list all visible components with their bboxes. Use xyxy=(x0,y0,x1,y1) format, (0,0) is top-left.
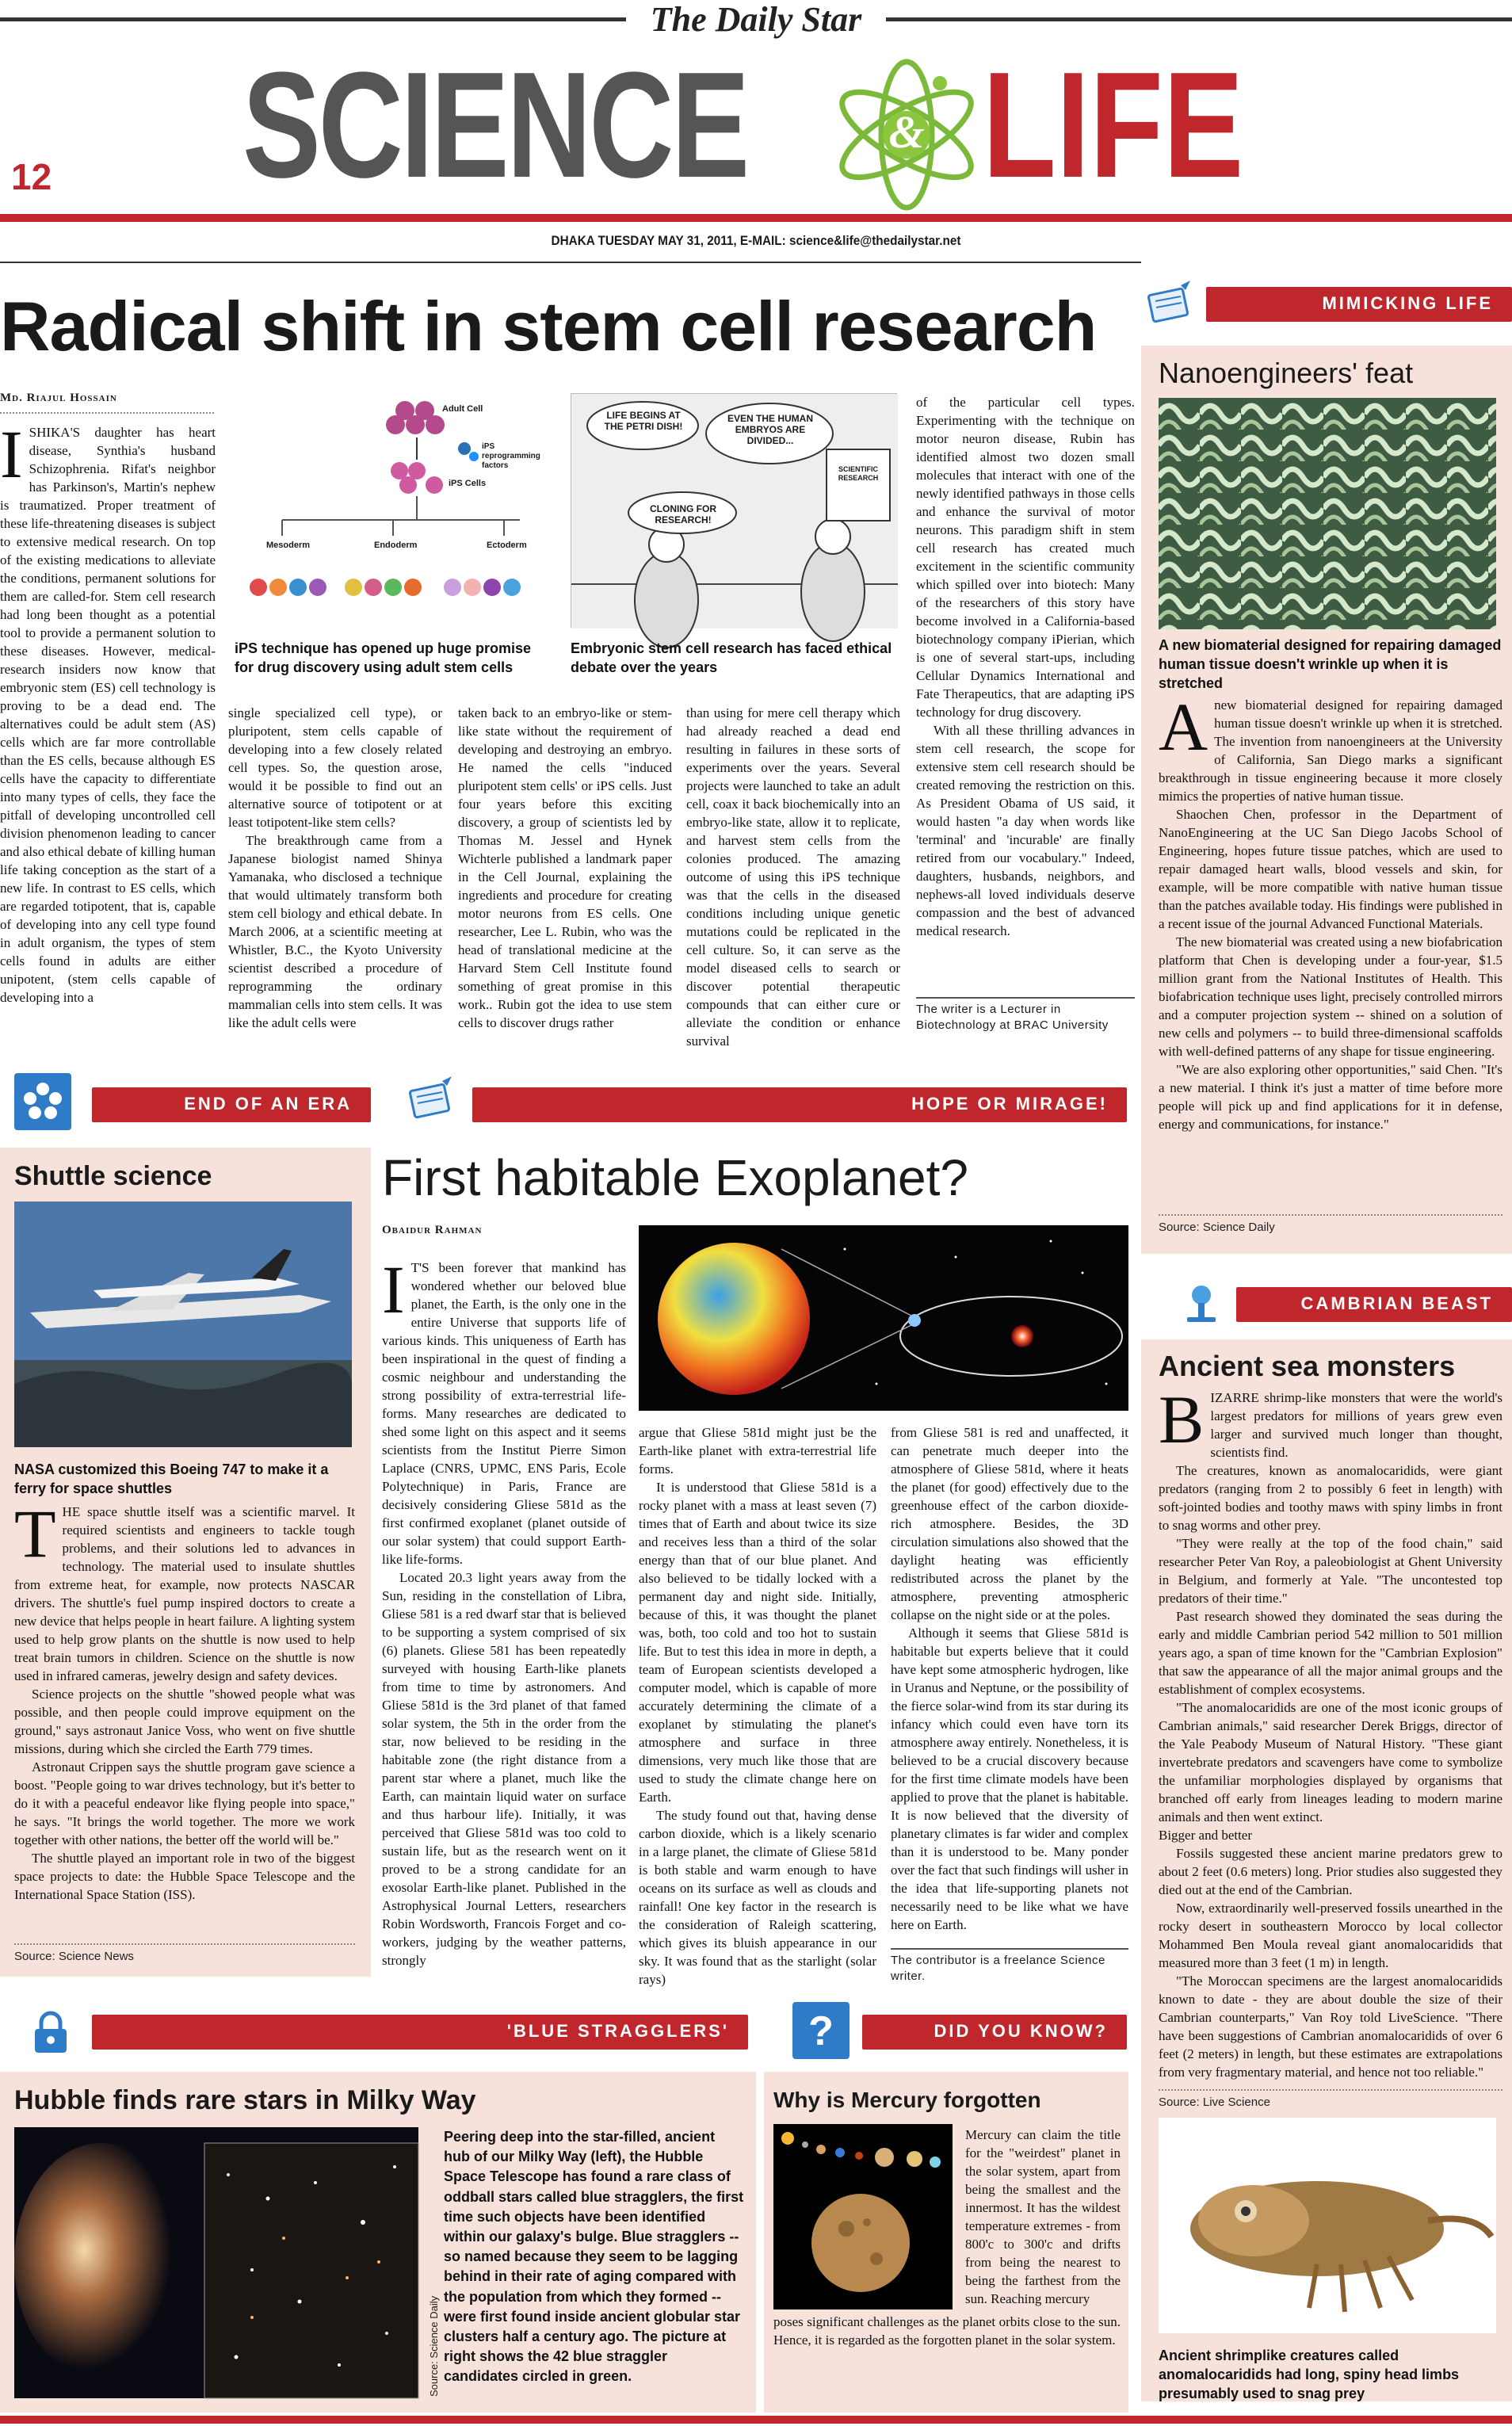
svg-text:?: ? xyxy=(808,2008,834,2054)
solar-system-image xyxy=(773,2124,953,2309)
exo-dropcap: I xyxy=(382,1251,405,1328)
lead-caption-1: iPS technique has opened up huge promise for drug discovery using adult stem cells xyxy=(235,640,532,675)
question-icon xyxy=(792,2002,850,2059)
mercury-text2: poses significant challenges as the planet orbits close to the sun. Hence, it is regarded as the forgotten planet in the solar system. xyxy=(773,2314,1121,2348)
cambrian-p4: Past research showed they dominated the seas during the early and middle Cambrian period 542 million to 501 million years ago, a span of time known for the "Cambrian Explosion" that saw the appearance of all the major animal groups and the establishment of complex ecosystems. xyxy=(1159,1609,1502,1697)
lead-col2-p1: single specialized cell type), or pluripotent, stem cells capable of developing into a few closely related cell types. So, the question arose, would it be possible to find out an alternative source of totipotent or at least totipotent-like stem cells? xyxy=(228,705,442,830)
cartoon-bubble-3: CLONING FOR RESEARCH! xyxy=(650,503,716,525)
cambrian-p1: IZARRE shrimp-like monsters that were the world's largest predators for millions of years grew even larger and survived much longer than thought, scientists find. xyxy=(1210,1390,1502,1460)
cambrian-body xyxy=(1159,1381,1502,2080)
lead-col5-p1: of the particular cell types. Experimenting with the technique on motor neuron disease, Rubin has identified almost two dozen small molecules that interact with one of the newly identified pathways in those cells and enhance the survival of motor neurons. This paradigm shift in stem cell research has created much excitement in the scientific community which spilled over into biotech: Many of the researchers of this story have become involved in a California-based biotechnology company iPierian, which is one of several start-ups, including Cellular Dynamics International and Fate Therapeutics, that are adapting iPS technology for drug discovery. xyxy=(916,395,1135,720)
shuttle-p2: Science projects on the shuttle "showed people what was possible, and then people could improve equipment on the ground," says astronaut Janice Voss, who went on five shuttle missions, during which she circled the Earth 779 times. xyxy=(14,1687,355,1756)
exo-colA xyxy=(382,1251,626,1980)
diagram-factors-label: iPS reprogramming factors xyxy=(482,442,540,470)
exo-colA-p2: Located 20.3 light years away from the Sun, residing in the constellation of Libra, Gliese 581 is a red dwarf star that is believed to be supporting a system comprised of six (6) planets. Gliese 581 has been repeatedly surveyed with housing Earth-like planets from time to time by astronomers. And Gliese 581d is the 3rd planet of that famed solar system, the 5th in the order from the star, now believed to be residing in the habitable zone (the right distance from a parent star where a planet, much like the Earth, can maintain liquid water on surface and thus harbour life). Initially, it was perceived that Gliese 581d was too cold to sustain life, but as the research went on it proved to be a strong candidate for an exosolar Earth-like planet. Published in the Astrophysical Journal Letters, researchers Robin Wordsworth, Francois Forget and co-workers, judging by the weather patterns, strongly xyxy=(382,1570,626,1968)
diagram-ecto-label: Ectoderm xyxy=(487,541,527,550)
nano-mesh-image xyxy=(1159,398,1496,629)
lead-caption-2: Embryonic stem cell research has faced ethical debate over the years xyxy=(571,640,892,675)
shuttle-source: Source: Science News xyxy=(14,1943,355,1963)
lead-col5-p2: With all these thrilling advances in stem cell research, the scope for extensive stem cell research should be created removing the restriction on this. As President Obama of US said, it would hasten "a day when words like 'terminal' and 'incurable' are finally retired from our vocabulary." Indeed, daughters, husbands, neighbors, and nephews-all loved individuals deserve compassion and the best of advanced medical research. xyxy=(916,723,1135,938)
hubble-source-vertical: Source: Science Daily xyxy=(428,2295,440,2397)
flower-icon xyxy=(14,1073,71,1130)
exo-section-tag: HOPE OR MIRAGE! xyxy=(472,1087,1127,1122)
anomalocaris-image xyxy=(1159,2118,1496,2333)
nano-section-tag: MIMICKING LIFE xyxy=(1206,287,1512,322)
exo-colB-p3: The study found out that, having dense carbon dioxide, which is a likely scenario in a large planet, the climate of Gliese 581d is both stable and warm enough to have oceans on its surface as well as clouds and rainfall! One key factor in the research is the consideration of Raleigh scattering, which gives its bluish appearance in our sky. It was found that as the starlight (solar rays) xyxy=(639,1808,876,1987)
nano-body xyxy=(1159,689,1502,1203)
shuttle-caption: NASA customized this Boeing 747 to make it a ferry for space shuttles xyxy=(14,1461,329,1496)
mercury-headline: Why is Mercury forgotten xyxy=(773,2088,1041,2112)
hubble-section-tag: 'BLUE STRAGGLERS' xyxy=(92,2015,748,2050)
cambrian-caption: Ancient shrimplike creatures called anomalocaridids had long, spiny head limbs presumably used to snag prey xyxy=(1159,2348,1460,2401)
cambrian-p7: Fossils suggested these ancient marine predators grew to about 2 feet (0.6 meters) long. Prior studies also suggested they died out at the end of the Cambrian. xyxy=(1159,1846,1502,1897)
lead-col1-text: SHIKA'S daughter has heart disease, Synthia's husband Schizophrenia. Rifat's neighbor has Parkinson's, Martin's nephew is traumatized. Proper treatment of these life-threatening diseases is subject to extensive medical research. On top of the existing medications to alleviate the conditions, permanent solutions for them are called-for. Stem cell research had long been thought as a potential tool to provide a permanent solution to these diseases. However, medical-research insiders now know that embryonic stem (ES) cell technology is proving to be a dead end. The alternatives could be adult stem (AS) cells which are far more controllable than the ES cells, because although ES cells have the capacity to differentiate into many types of cells, they face the pitfall of developing uncontrolled cell division phenomenon leading to cancer and also ethical debate of killing human life taking conception as the start of a new life. In contrast to ES cells, which are regarded totipotent, that is, capable of developing into any cell type found in adult organism, the types of stem cells found in adults are either unipotent, (stem cells capable of developing into a xyxy=(0,425,216,1005)
exoplanet-image xyxy=(639,1225,1128,1411)
lead-col4-text: than using for mere cell therapy which had already reached a dead end resulting in failures in these sorts of experiments over the years. Several projects were launched to take an adult cell, coax it back biochemically into an embryo-like state, allow it to replicate, and harvest stem cells from the colonies produced. The amazing outcome of using this iPS technique was that the cells in the diseased conditions including unique genetic mutations could be replicated in the cell culture. So, it can serve as the model diseased cells to search or discover potential therapeutic compounds that can either cure or alleviate the condition or enhance survival xyxy=(686,705,900,1049)
exo-colB-p2: It is understood that Gliese 581d is a rocky planet with a mass at least seven (7) times that of Earth and about twice its size and receives less than a third of the solar energy than that of our blue planet. And also believed to be tidally locked with a permanent day and night side. Initially, because of this, it was thought the planet was, both, too cold and too hot to sustain life. But to test this idea in more in depth, a team of European scientists developed a computer model, which is capable of more accurately determining the climate of a exoplanet by stimulating the planet's atmosphere and surface in three dimensions, very much like those that are used to study the climate change here on Earth. xyxy=(639,1480,876,1805)
cartoon-bubble-1: LIFE BEGINS AT THE PETRI DISH! xyxy=(604,410,683,432)
lead-headline: Radical shift in stem cell research xyxy=(0,287,1097,365)
nano-p4: "We are also exploring other opportunities," said Chen. "It's a new material. I think it's just a matter of time before more people will pick up and find applications for it in defense, energy and communications, for instance." xyxy=(1159,1062,1502,1132)
mercury-section-tag: DID YOU KNOW? xyxy=(862,2015,1127,2050)
cambrian-p8: Now, extraordinarily well-preserved fossils unearthed in the rocky desert in southeastern Morocco by local collector Mohammed Ben Moula reveal giant anomalocaridids that measured more than 3 feet (1 m) in length. xyxy=(1159,1901,1502,1970)
nano-caption: A new biomaterial designed for repairing damaged human tissue doesn't wrinkle up when it is stretched xyxy=(1159,637,1502,691)
exo-contributor: The contributor is a freelance Science writer. xyxy=(891,1948,1128,1985)
lead-col5 xyxy=(916,393,1135,986)
diagram-adult-label: Adult Cell xyxy=(442,404,483,414)
section-left-title: SCIENCE xyxy=(242,41,747,209)
nano-p3: The new biomaterial was created using a new biofabrication platform that Chen is developing under a four-year, $1.5 million grant from the National Institutes of Health. This biofabrication technique uses light, precisely controlled mirrors and a computer projection system -- shined on a solution of new cells and polymers -- to build three-dimensional scaffolds with well-defined patterns of any shape for tissue engineering. xyxy=(1159,934,1502,1059)
exo-colB-p1: argue that Gliese 581d might just be the Earth-like planet with extra-terrestrial life forms. xyxy=(639,1425,876,1477)
exo-colB xyxy=(639,1423,876,1987)
cambrian-p3: "They were really at the top of the food chain," said researcher Peter Van Roy, a paleobiologist at Ghent University in Belgium, and formerly at Yale. "The uncontested top predators of their time." xyxy=(1159,1536,1502,1606)
shuttle-image xyxy=(14,1202,352,1447)
shuttle-headline: Shuttle science xyxy=(14,1161,212,1191)
nano-source: Source: Science Daily xyxy=(1159,1214,1502,1234)
top-rule-right xyxy=(886,17,1512,21)
exo-headline: First habitable Exoplanet? xyxy=(382,1149,968,1206)
page-number: 12 xyxy=(11,156,52,197)
shuttle-p4: The shuttle played an important role in two of the biggest space projects to date: the Hubble Space Telescope and the International Space Station (ISS). xyxy=(14,1851,355,1902)
shuttle-p3: Astronaut Crippen says the shuttle program gave science a boost. "People going to war drives technology, but it's better to do it with a peaceful endeavor like flying people into space," he says. "It brings the world together. The more we work together with other nations, the better off the world will be." xyxy=(14,1759,355,1847)
dateline: DHAKA TUESDAY MAY 31, 2011, E-MAIL: science&life@thedailystar.net xyxy=(551,233,961,248)
nano-headline: Nanoengineers' feat xyxy=(1159,357,1414,389)
dateline-rule xyxy=(0,262,1141,263)
lead-col2-p2: The breakthrough came from a Japanese biologist named Shinya Yamanaka, who disclosed a technique that would ultimately transform both stem cell biology and ethical debate. In March 2006, at a scientific meeting at Whistler, B.C., the Kyoto University scientist described a procedure of reprogramming the ordinary mammalian cells into stem cells. It was like the adult cells were xyxy=(228,833,442,1030)
top-rule-left xyxy=(0,17,626,21)
stem-cell-diagram xyxy=(235,393,552,631)
shuttle-body xyxy=(14,1496,355,1931)
cambrian-p2: The creatures, known as anomalocaridids, were giant predators (ranging from 2 to possibly 6 feet in length) with soft-jointed bodies and toothy maws with spiny limbs in front to snag worms and other prey. xyxy=(1159,1463,1502,1533)
microscope-icon xyxy=(1173,1276,1230,1333)
cartoon-image xyxy=(571,393,897,628)
exo-colC-p2: Although it seems that Gliese 581d is habitable but experts believe that it could have kept some atmospheric hydrogen, like in Uranus and Neptune, or the possibility of the fierce solar-wind from its star during its infancy which could even have torn its atmosphere away entirely. Nonetheless, it is believed to be a crucial discovery because for the first time climate models have been applied to prove that the planet is habitable. It is now believed that the diversity of planetary climates is far wider and complex than it is understood to be. Many ponder over the fact that such findings will usher in the idea that life-supporting planets not necessarily need to be like what we have here on Earth. xyxy=(891,1626,1128,1932)
milky-way-image xyxy=(14,2127,418,2398)
lead-byline-rule xyxy=(0,412,214,414)
cartoon-sign: SCIENTIFIC RESEARCH xyxy=(838,465,879,482)
lead-writer: The writer is a Lecturer in Biotechnology at BRAC University xyxy=(916,997,1135,1033)
exo-colA-p1: T'S been forever that mankind has wondered whether our beloved blue planet, the Earth, is the only one in the entire Universe that supports life of various kinds. This uniqueness of Earth has been inspirational in the quest of finding a cosmic neighbour and understanding the strong possibility of extra-terrestrial life-forms. Many researches are dedicated to shed some light on this aspect and it seems scientists from the Institut Pierre Simon Laplace (CNRS, UPMC, ENS Paris, Ecole Polytechnique) in Paris, France are decisively considering Gliese 581d as the first confirmed exoplanet (planet outside of our solar system) that could support Earth-like life-forms. xyxy=(382,1260,626,1567)
mercury-text1: Mercury can claim the title for the "weirdest" planet in the solar system, apart from being the smallest and the innermost. It has the wildest temperature extremes - from 800'c to 300'c and drifts from being the nearest to being the farthest from the sun. Reaching mercury xyxy=(965,2127,1121,2306)
nano-p2: Shaochen Chen, professor in the Department of NanoEngineering at the UC San Diego Jacobs School of Engineering, hopes future tissue patches, which are used to repair damaged heart walls, blood vessels and skin, for example, will be more compatible with native human tissue than the patches available today. His findings were published in a recent issue of the journal Advanced Functional Materials. xyxy=(1159,807,1502,931)
exo-colC-p1: from Gliese 581 is red and unaffected, it can penetrate much deeper into the atmosphere of Gliese 581d, where it heats the planet (for good) effectively due to the greenhouse effect of the carbon dioxide-rich atmosphere. Besides, the 3D circulation simulations also showed that the daylight heating was efficiently redistributed across the planet by the atmosphere, preventing atmospheric collapse on the night side or at the poles. xyxy=(891,1425,1128,1622)
diagram-endo-label: Endoderm xyxy=(374,541,418,550)
book-pen-icon xyxy=(1141,277,1198,334)
shuttle-dropcap: T xyxy=(14,1496,56,1572)
nano-dropcap: A xyxy=(1159,689,1208,765)
book-pen-icon xyxy=(403,1073,460,1130)
exo-colC xyxy=(891,1423,1128,1939)
cambrian-section-tag: CAMBRIAN BEAST xyxy=(1236,1287,1512,1322)
exo-byline: Obaidur Rahman xyxy=(382,1224,483,1236)
section-right-title: LIFE xyxy=(983,41,1244,209)
cambrian-headline: Ancient sea monsters xyxy=(1159,1350,1456,1382)
lead-col3-text: taken back to an embryo-like or stem-like state without the requirement of developing and destroying an embryo. He named the cells "induced pluripotent stem cells' or iPS cells. Just four years before this exciting discovery, a group of scientists led by Thomas M. Jessel and Hynek Wichterle published a landmark paper in the Cell Journal, explaining the ingredients and procedure for creating motor neurons from ES cells. One researcher, Lee L. Rubin, who was the head of translational medicine at the Harvard Stem Cell Institute found something of great promise in this work.. Rubin got the idea to use stem cells to discover drugs rather xyxy=(458,705,672,1030)
diagram-ips-label: iPS Cells xyxy=(449,479,487,488)
ampersand: & xyxy=(888,106,925,158)
cambrian-subhead: Bigger and better xyxy=(1159,1828,1253,1843)
masthead xyxy=(0,0,1512,248)
masthead-red-rule xyxy=(0,214,1512,222)
diagram-meso-label: Mesoderm xyxy=(266,541,311,550)
cambrian-source: Source: Live Science xyxy=(1159,2089,1502,2109)
hubble-headline: Hubble finds rare stars in Milky Way xyxy=(14,2085,476,2115)
lead-dropcap: I xyxy=(0,416,23,492)
shuttle-p1: HE space shuttle itself was a scientific marvel. It required scientists and engineers to tackle tough problems, and their solutions led to advances in technology. The material used to insulate shuttles from extreme heat, for example, now protects NASCAR drivers. The shuttle's fuel pump inspired doctors to create a new device that helps people in heart failure. A lighting system used to help grow plants on the shuttle is now used to help treat brain tumors in children. Science on the shuttle is now used in infrared cameras, jewelry design and safety devices. xyxy=(14,1504,355,1683)
shuttle-section-tag: END OF AN ERA xyxy=(92,1087,371,1122)
lock-icon xyxy=(22,2005,79,2062)
paper-name: The Daily Star xyxy=(650,0,862,39)
cambrian-dropcap: B xyxy=(1159,1381,1205,1458)
nano-p1: new biomaterial designed for repairing damaged human tissue doesn't wrinkle up when it is stretched. The invention from nanoengineers at the University of California, San Diego marks a significant breakthrough in tissue engineering because it more closely mimics the properties of native human tissue. xyxy=(1159,697,1502,804)
hubble-text: Peering deep into the star-filled, ancient hub of our Milky Way (left), the Hubble Space Telescope has found a rare class of oddball stars called blue stragglers, the first time such objects have been identified within our galaxy's bulge. Blue stragglers -- so named because they seem to be lagging behind in their rate of aging compared with the population from which they formed -- were first found inside ancient globular star clusters half a century ago. The picture at right shows the 42 blue straggler candidates circled in green. xyxy=(444,2129,744,2385)
lead-byline: Md. Riajul Hossain xyxy=(0,392,117,404)
cartoon-bubble-2: EVEN THE HUMAN EMBRYOS ARE DIVIDED... xyxy=(727,413,813,446)
cambrian-p5: "The anomalocaridids are one of the most iconic groups of Cambrian animals," said researcher Derek Briggs, director of the Yale Peabody Museum of Natural History. "These giant invertebrate predators and scavengers have come to symbolize the unfamiliar morphologies displayed by organisms that branched off early from lineages leading to modern marine animals and then went extinct. xyxy=(1159,1700,1502,1824)
atom-logo xyxy=(827,55,986,214)
bottom-red-rule xyxy=(0,2416,1512,2424)
cambrian-p9: "The Moroccan specimens are the largest anomalocaridids known to date - they are about double the size of their Cambrian counterparts," Van Roy told LiveScience. "There have been suggestions of Cambrian anomalocaridids of over 6 feet (2 meters) in length, but these estimates are extrapolations from very fragmentary material, and hence not too reliable." xyxy=(1159,1973,1502,2080)
